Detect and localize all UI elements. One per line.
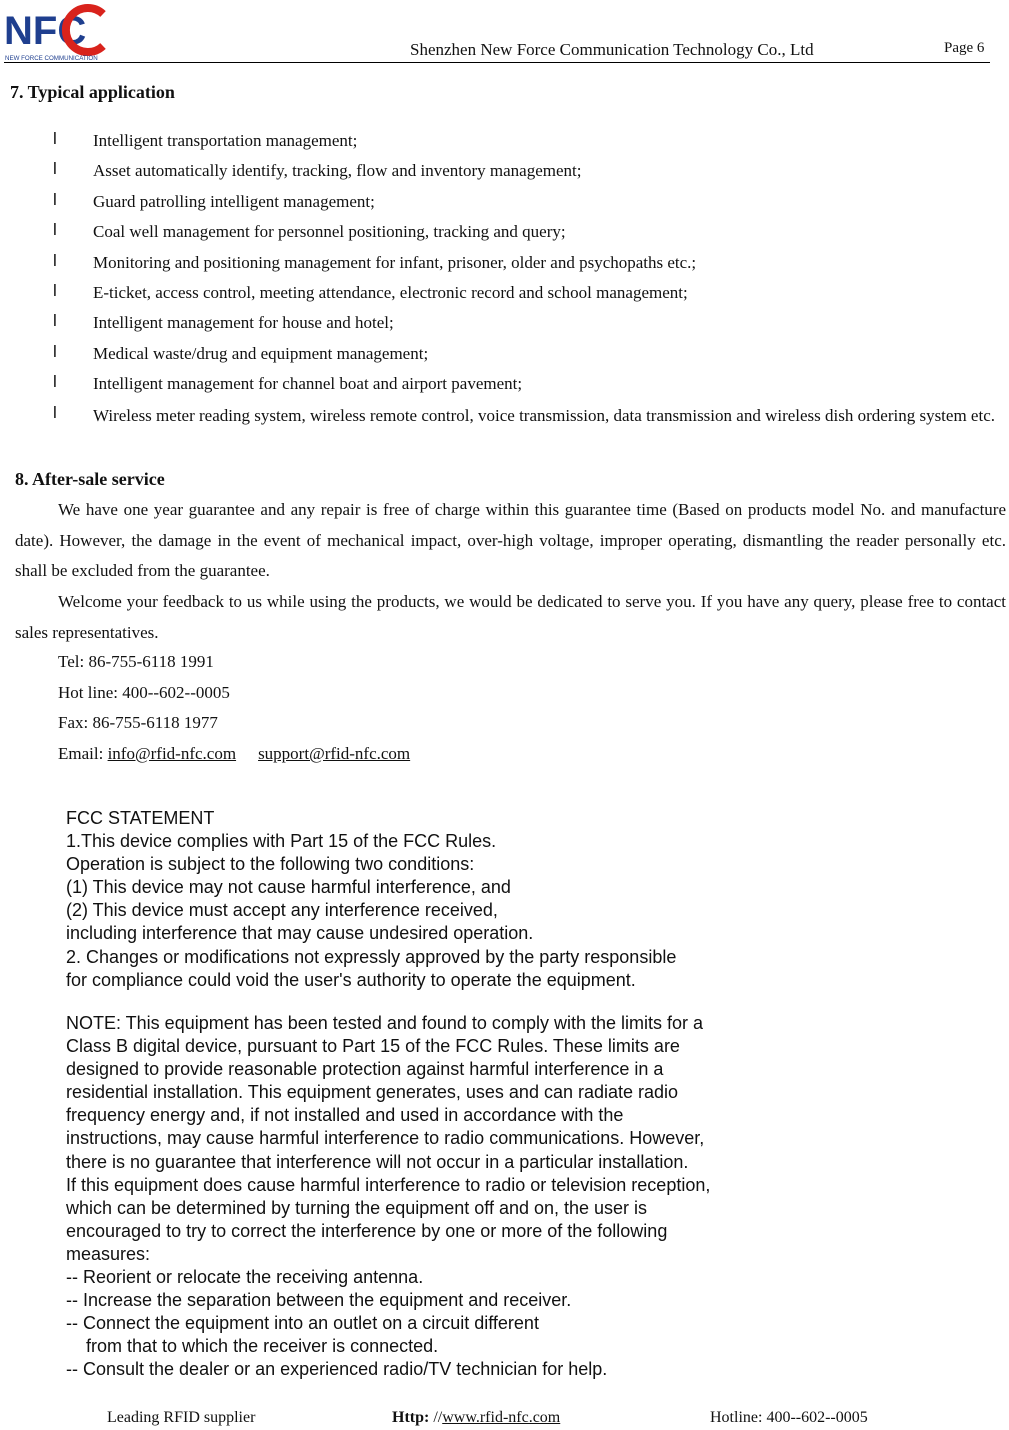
fcc-statement: FCC STATEMENT 1.This device complies with Part 15 of the FCC Rules. Operation is subject to the following two conditions: (1) This device may not cause harmful interference, and (2) This device must accept any interference received, including interference that may cause undesired operation. 2. Changes or modifications not expressly approved by the party responsible for compliance could void the user's authority to operate the equipment. (66, 808, 677, 990)
list-item: l Wireless meter reading system, wireless remote control, voice transmission, data transmission and wireless dish ordering system etc. (53, 402, 995, 425)
logo-letters: NFC (4, 9, 87, 53)
bullet-mark: l (53, 250, 57, 270)
list-item: l Monitoring and positioning management for infant, prisoner, older and psychopaths etc.; (53, 250, 697, 272)
section-8-heading: 8. After-sale service (15, 469, 165, 489)
footer-tagline: Leading RFID supplier (107, 1409, 256, 1426)
fax-line: Fax: 86-755-6118 1977 (58, 713, 218, 732)
company-logo (4, 2, 112, 64)
feedback-paragraph: Welcome your feedback to us while using the products, we would be dedicated to serve you. If you have any query, please free to contact sales representatives. (15, 592, 1006, 642)
footer-website: Http: //www.rfid-nfc.com (392, 1409, 561, 1426)
guarantee-paragraph: We have one year guarantee and any repair is free of charge within this guarantee time (Based on products model No. and manufacture date). However, the damage in the event of mechanical impact, over-high voltage, improper operating, dismantling the reader personally etc. shall be excluded from the guarantee. (15, 500, 1006, 580)
fcc-note: NOTE: This equipment has been tested and found to comply with the limits for a Class B digital device, pursuant to Part 15 of the FCC Rules. These limits are designed to provide reasonable protection against harmful interference in a residential installation. This equipment generates, uses and can radiate radio frequency energy and, if not installed and used in accordance with the instructions, may cause harmful interference to radio communications. However, there is no guarantee that interference will not occur in a particular installation. If this equipment does cause harmful interference to radio or television reception, which can be determined by turning the equipment off and on, the user is encouraged to try to correct the interference by one or more of the following measures: -- Reorient or relocate the receiving antenna. -- Increase the separation between the equipment and receiver. -- Connect the equipment into an outlet on a circuit different from that to which the receiver is connected. -- Consult the dealer or an experienced radio/TV technician for help. (66, 1013, 711, 1380)
bullet-mark: l (53, 189, 57, 209)
section-7-heading: 7. Typical application (10, 82, 175, 102)
tel-line: Tel: 86-755-6118 1991 (58, 652, 214, 671)
email-link-support[interactable]: support@rfid-nfc.com (258, 744, 411, 763)
company-name: Shenzhen New Force Communication Technology Co., Ltd (410, 40, 814, 59)
email-line: Email: info@rfid-nfc.com support@rfid-nfc.com (58, 744, 411, 763)
bullet-mark: l (53, 220, 57, 240)
hotline-line: Hot line: 400--602--0005 (58, 683, 230, 702)
list-item: l Asset automatically identify, tracking, flow and inventory management; (53, 159, 582, 181)
email-link-info[interactable]: info@rfid-nfc.com (107, 744, 237, 763)
bullet-mark: l (53, 159, 57, 179)
bullet-mark: l (53, 372, 57, 392)
bullet-mark: l (53, 341, 57, 361)
list-item: l E-ticket, access control, meeting attendance, electronic record and school management; (53, 280, 688, 302)
list-item: l Intelligent transportation management; (53, 129, 358, 150)
footer-hotline: Hotline: 400--602--0005 (710, 1409, 868, 1426)
application-list (0, 127, 1009, 461)
bullet-mark: l (53, 129, 57, 148)
logo-tagline: NEW FORCE COMMUNICATION (5, 55, 98, 62)
list-item: l Guard patrolling intelligent management; (53, 189, 375, 211)
bullet-mark: l (53, 311, 57, 331)
list-item: l Coal well management for personnel positioning, tracking and query; (53, 220, 566, 242)
page-number: Page 6 (944, 40, 985, 56)
header-divider (4, 62, 990, 63)
bullet-mark: l (53, 402, 57, 422)
list-item: l Intelligent management for channel boat and airport pavement; (53, 372, 523, 394)
list-item: l Medical waste/drug and equipment management; (53, 341, 429, 363)
bullet-mark: l (53, 280, 57, 300)
website-link[interactable]: www.rfid-nfc.com (442, 1409, 561, 1426)
list-item: l Intelligent management for house and hotel; (53, 311, 394, 333)
